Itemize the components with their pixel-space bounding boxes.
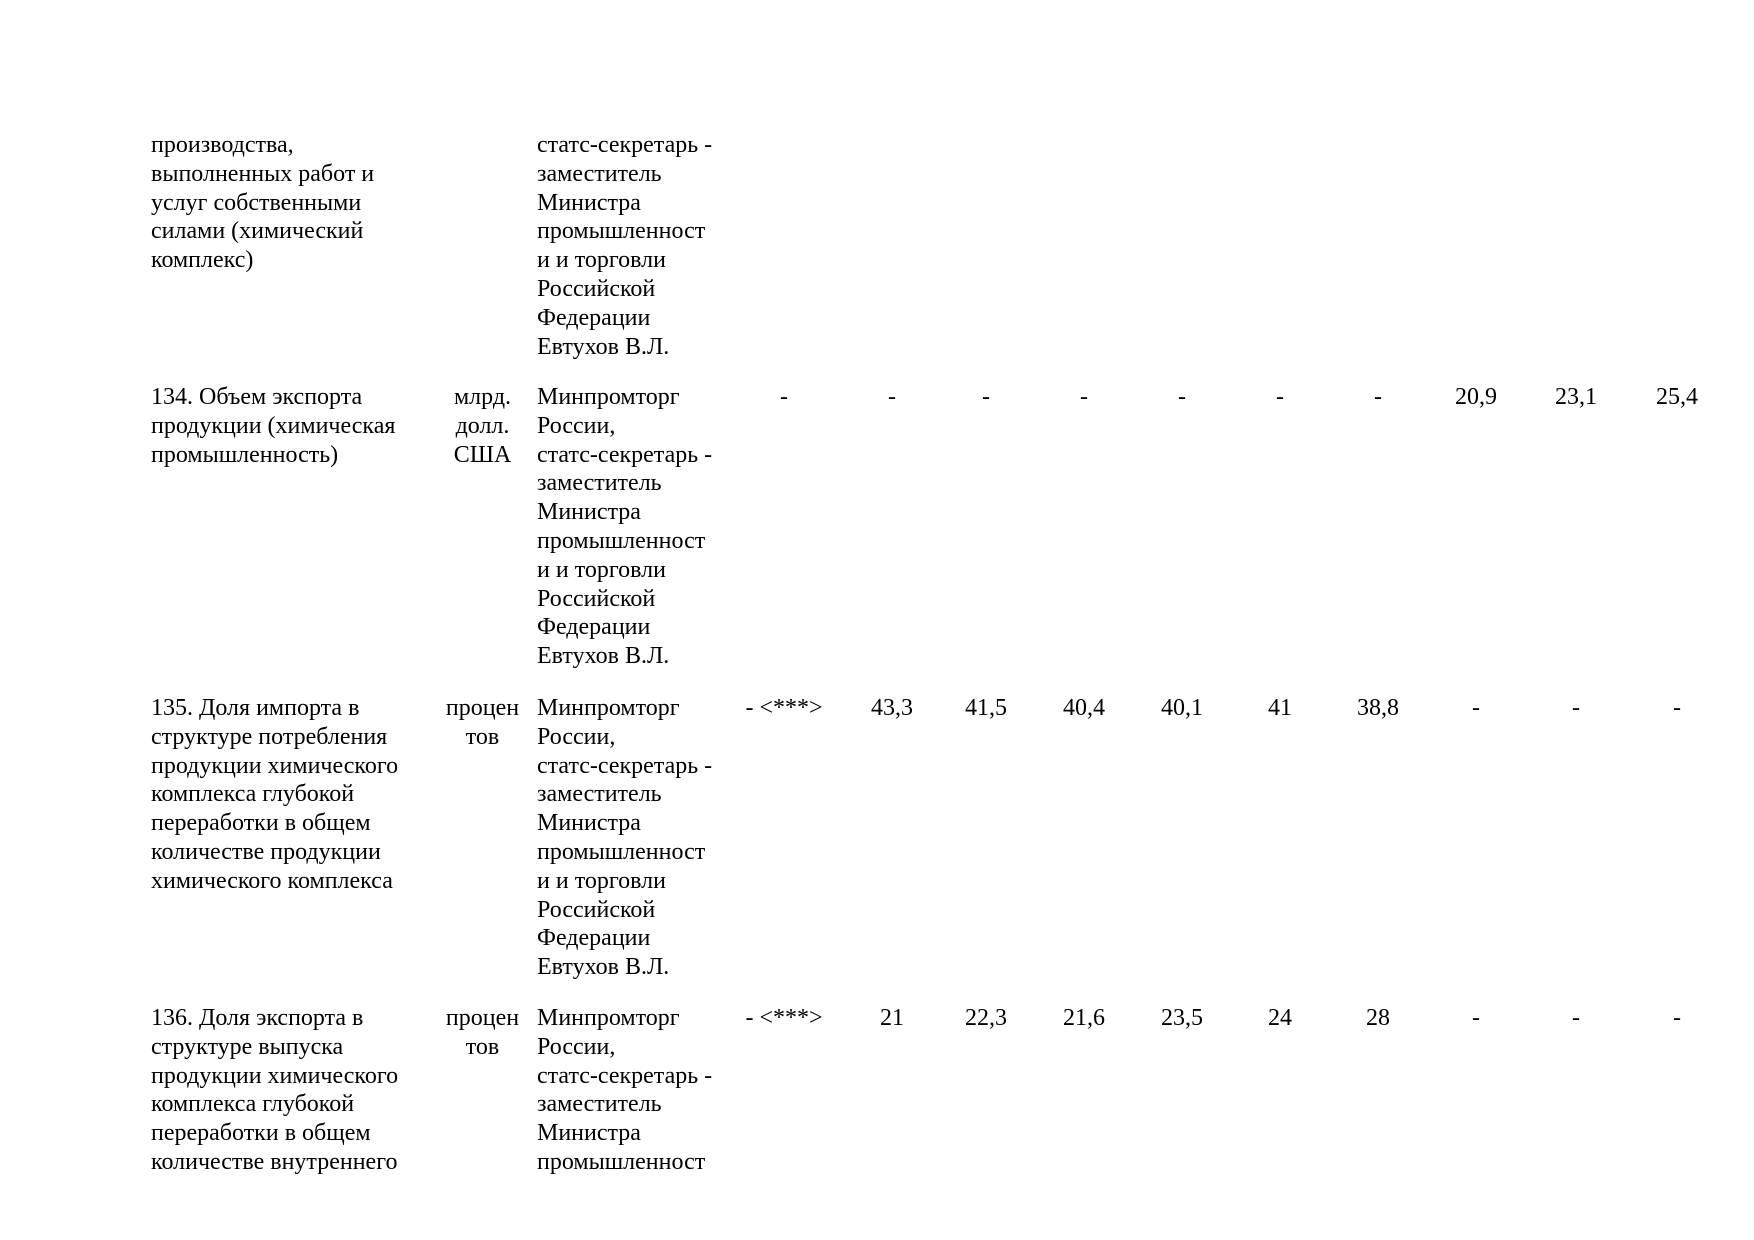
value-cell: -: [1178, 384, 1186, 410]
value-cell: -: [780, 384, 788, 410]
value-cell: -: [1472, 695, 1480, 721]
value-cell: 41: [1268, 695, 1292, 721]
value-cell: 21: [880, 1005, 904, 1031]
value-cell: 38,8: [1357, 695, 1399, 721]
value-cell: -: [1572, 1005, 1580, 1031]
value-cell: - <***>: [745, 695, 823, 721]
value-cell: -: [1374, 384, 1382, 410]
row-responsible: Минпромторг России, статс-секретарь - заместитель Министра промышленност: [537, 1005, 713, 1175]
value-cell: 25,4: [1656, 384, 1698, 410]
value-cell: 43,3: [871, 695, 913, 721]
row-unit: процен тов: [445, 1005, 520, 1060]
value-cell: -: [1673, 695, 1681, 721]
row-name: производства, выполненных работ и услуг собственными силами (химический комплекс): [151, 132, 375, 274]
value-cell: 24: [1268, 1005, 1292, 1031]
value-cell: -: [1472, 1005, 1480, 1031]
value-cell: -: [1572, 695, 1580, 721]
row-responsible: статс-секретарь - заместитель Министра промышленност и и торговли Российской Федерации Евтухов В.Л.: [537, 132, 713, 360]
value-cell: -: [1080, 384, 1088, 410]
value-cell: 28: [1366, 1005, 1390, 1031]
value-cell: 21,6: [1063, 1005, 1105, 1031]
value-cell: -: [982, 384, 990, 410]
value-cell: 22,3: [965, 1005, 1007, 1031]
row-name: 135. Доля импорта в структуре потребления продукции химического комплекса глубокой переработки в общем количестве продукции химического комплекса: [151, 695, 399, 894]
value-cell: -: [1276, 384, 1284, 410]
value-cell: 23,5: [1161, 1005, 1203, 1031]
value-cell: 20,9: [1455, 384, 1497, 410]
row-unit: процен тов: [445, 695, 520, 750]
row-responsible: Минпромторг России, статс-секретарь - заместитель Министра промышленност и и торговли Российской Федерации Евтухов В.Л.: [537, 384, 713, 670]
row-name: 136. Доля экспорта в структуре выпуска продукции химического комплекса глубокой переработки в общем количестве внутреннего: [151, 1005, 399, 1175]
value-cell: - <***>: [745, 1005, 823, 1031]
row-unit: млрд. долл. США: [453, 384, 512, 468]
row-name: 134. Объем экспорта продукции (химическая промышленность): [151, 384, 396, 468]
value-cell: 41,5: [965, 695, 1007, 721]
value-cell: -: [888, 384, 896, 410]
value-cell: 23,1: [1555, 384, 1597, 410]
value-cell: 40,4: [1063, 695, 1105, 721]
value-cell: -: [1673, 1005, 1681, 1031]
value-cell: 40,1: [1161, 695, 1203, 721]
row-responsible: Минпромторг России, статс-секретарь - заместитель Министра промышленност и и торговли Российской Федерации Евтухов В.Л.: [537, 695, 713, 981]
